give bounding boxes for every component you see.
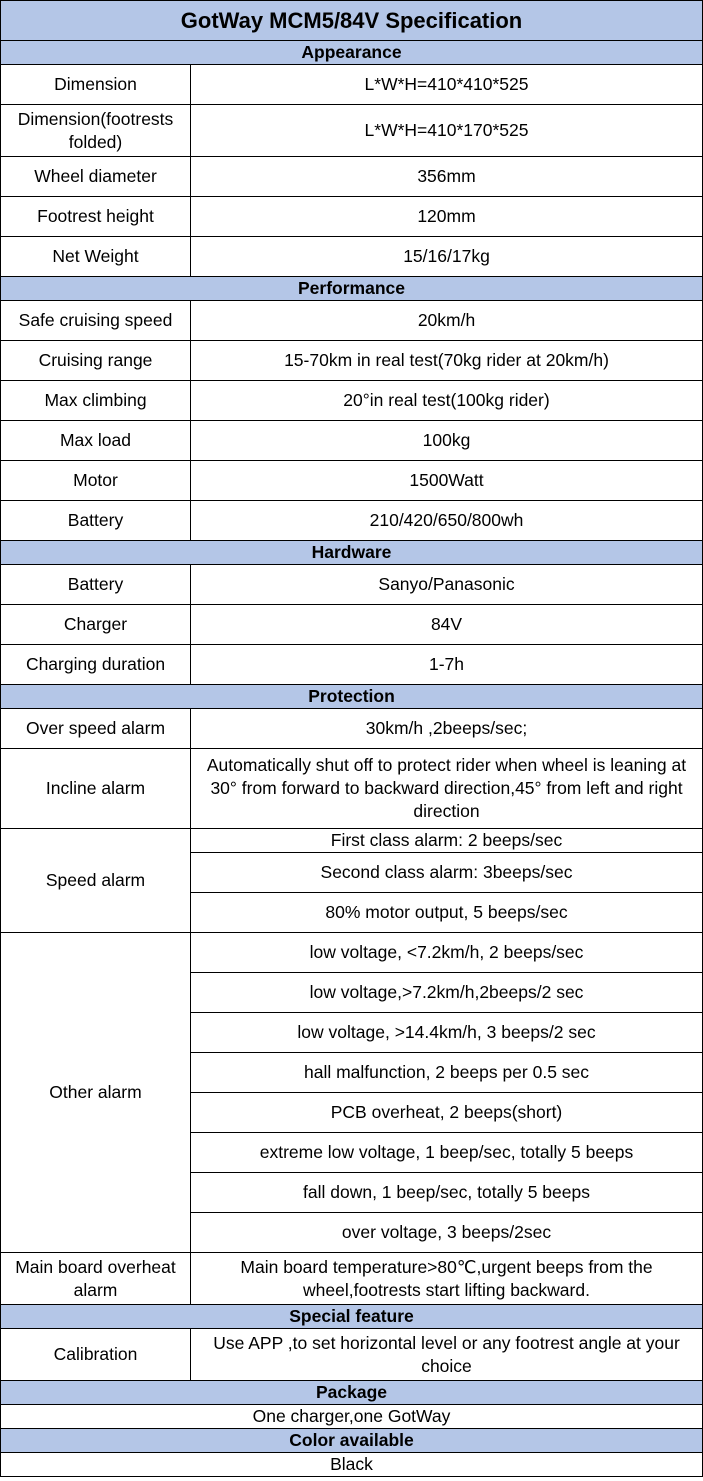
row-value: 100kg [191, 421, 703, 461]
section-hardware: Hardware [1, 541, 703, 565]
table-row [1, 565, 703, 605]
title-row [1, 1, 703, 41]
row-value: Main board temperature>80℃,urgent beeps from the wheel,footrests start lifting backward. [191, 1253, 703, 1305]
row-value: 15/16/17kg [191, 237, 703, 277]
row-value: over voltage, 3 beeps/2sec [191, 1213, 703, 1253]
table-row [1, 1329, 703, 1381]
table-row [1, 381, 703, 421]
table-row [1, 933, 703, 973]
row-label: Battery [1, 501, 191, 541]
table-row [1, 237, 703, 277]
row-value: 20°in real test(100kg rider) [191, 381, 703, 421]
table-row [1, 157, 703, 197]
table-row [1, 1453, 703, 1477]
color-value: Black [1, 1453, 703, 1477]
row-label: Other alarm [1, 933, 191, 1253]
section-appearance: Appearance [1, 41, 703, 65]
row-label: Safe cruising speed [1, 301, 191, 341]
table-row [1, 105, 703, 157]
row-value: 84V [191, 605, 703, 645]
row-value: PCB overheat, 2 beeps(short) [191, 1093, 703, 1133]
table-row [1, 501, 703, 541]
row-label: Over speed alarm [1, 709, 191, 749]
row-label: Dimension [1, 65, 191, 105]
row-value: low voltage, <7.2km/h, 2 beeps/sec [191, 933, 703, 973]
row-label: Footrest height [1, 197, 191, 237]
section-row [1, 1429, 703, 1453]
row-value: Sanyo/Panasonic [191, 565, 703, 605]
row-label: Battery [1, 565, 191, 605]
row-value: 20km/h [191, 301, 703, 341]
section-row [1, 1381, 703, 1405]
row-value: 1500Watt [191, 461, 703, 501]
row-value: low voltage,>7.2km/h,2beeps/2 sec [191, 973, 703, 1013]
row-label: Max climbing [1, 381, 191, 421]
row-value: hall malfunction, 2 beeps per 0.5 sec [191, 1053, 703, 1093]
row-value: L*W*H=410*170*525 [191, 105, 703, 157]
section-package: Package [1, 1381, 703, 1405]
row-value: 80% motor output, 5 beeps/sec [191, 893, 703, 933]
package-value: One charger,one GotWay [1, 1405, 703, 1429]
row-label: Dimension(footrests folded) [1, 105, 191, 157]
section-row [1, 41, 703, 65]
row-value: L*W*H=410*410*525 [191, 65, 703, 105]
row-value: Use APP ,to set horizontal level or any footrest angle at your choice [191, 1329, 703, 1381]
row-value: First class alarm: 2 beeps/sec [191, 829, 703, 853]
row-label: Wheel diameter [1, 157, 191, 197]
row-value: fall down, 1 beep/sec, totally 5 beeps [191, 1173, 703, 1213]
section-row [1, 541, 703, 565]
table-row [1, 1253, 703, 1305]
row-label: Max load [1, 421, 191, 461]
row-label: Cruising range [1, 341, 191, 381]
table-row [1, 301, 703, 341]
table-row [1, 65, 703, 105]
section-protection: Protection [1, 685, 703, 709]
row-value: 356mm [191, 157, 703, 197]
row-label: Charger [1, 605, 191, 645]
table-row [1, 421, 703, 461]
section-row [1, 277, 703, 301]
table-row [1, 829, 703, 853]
row-value: Second class alarm: 3beeps/sec [191, 853, 703, 893]
row-value: 120mm [191, 197, 703, 237]
row-value: 15-70km in real test(70kg rider at 20km/h) [191, 341, 703, 381]
row-label: Main board overheat alarm [1, 1253, 191, 1305]
section-special-feature: Special feature [1, 1305, 703, 1329]
table-row [1, 645, 703, 685]
section-row [1, 1305, 703, 1329]
table-row [1, 605, 703, 645]
row-value: 210/420/650/800wh [191, 501, 703, 541]
table-row [1, 709, 703, 749]
table-row [1, 749, 703, 829]
row-label: Incline alarm [1, 749, 191, 829]
section-color: Color available [1, 1429, 703, 1453]
row-label: Charging duration [1, 645, 191, 685]
row-value: 30km/h ,2beeps/sec; [191, 709, 703, 749]
row-label: Calibration [1, 1329, 191, 1381]
table-row [1, 1405, 703, 1429]
row-value: low voltage, >14.4km/h, 3 beeps/2 sec [191, 1013, 703, 1053]
section-row [1, 685, 703, 709]
row-label: Net Weight [1, 237, 191, 277]
row-label: Motor [1, 461, 191, 501]
table-row [1, 341, 703, 381]
row-value: Automatically shut off to protect rider when wheel is leaning at 30° from forward to backward direction,45° from left and right direction [191, 749, 703, 829]
section-performance: Performance [1, 277, 703, 301]
row-value: 1-7h [191, 645, 703, 685]
row-value: extreme low voltage, 1 beep/sec, totally 5 beeps [191, 1133, 703, 1173]
table-row [1, 197, 703, 237]
page-title: GotWay MCM5/84V Specification [1, 1, 703, 41]
table-row [1, 461, 703, 501]
row-label: Speed alarm [1, 829, 191, 933]
